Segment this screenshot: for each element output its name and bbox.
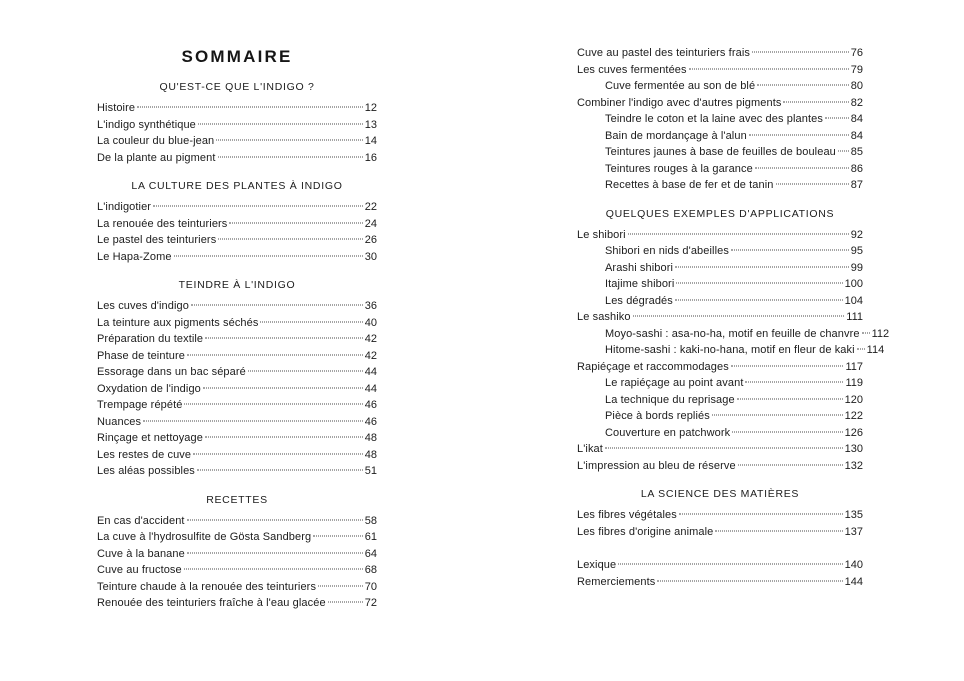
dot-leader: [757, 85, 849, 86]
toc-entry: [97, 414, 377, 431]
toc-entry-label: Les dégradés: [605, 294, 673, 307]
toc-entry-label: Teindre le coton et la laine avec des plantes: [605, 113, 823, 125]
toc-entry-label: Cuve à la banane: [97, 547, 185, 560]
dot-leader: [618, 564, 842, 565]
toc-entry-label: Les aléas possibles: [97, 465, 195, 477]
toc-column-right: [577, 45, 890, 590]
toc-page-number: 85: [850, 146, 863, 158]
toc-entry: [97, 133, 377, 150]
toc-entry-label: Teintures jaunes à base de feuilles de bouleau: [605, 146, 836, 158]
toc-page-number: 64: [364, 547, 377, 560]
toc-entry-label: Hitome-sashi : kaki-no-hana, motif en fleur de kaki: [605, 344, 855, 356]
toc-entry: [97, 546, 377, 563]
toc-entry: [97, 513, 377, 530]
toc-entry: [577, 45, 863, 62]
dot-leader: [715, 530, 842, 531]
toc-entry: [97, 381, 377, 398]
toc-entry: [577, 78, 863, 95]
toc-section-entries: [97, 298, 377, 480]
toc-page-number: 111: [846, 311, 863, 323]
toc-entry-label: Arashi shibori: [605, 261, 674, 274]
toc-entry-label: L'indigo synthétique: [97, 118, 196, 131]
toc-page-number: 126: [844, 426, 863, 439]
toc-section-entries: [577, 557, 863, 590]
dot-leader: [679, 514, 843, 515]
dot-leader: [676, 283, 842, 284]
toc-entry-label: Teinture chaude à la renouée des teinturiers: [97, 580, 317, 593]
toc-entry: [577, 276, 863, 293]
toc-page-number: 68: [364, 564, 377, 576]
toc-entry: [577, 309, 863, 326]
dot-leader: [633, 316, 845, 317]
dot-leader: [857, 349, 865, 350]
toc-page-number: 76: [850, 47, 863, 59]
toc-page-number: 99: [850, 261, 863, 274]
toc-page-number: 14: [364, 135, 377, 147]
toc-page-number: 48: [364, 448, 377, 461]
dot-leader: [675, 299, 843, 300]
toc-entry: [577, 359, 863, 376]
toc-page-number: 61: [364, 531, 377, 543]
toc-section-entries: [97, 513, 377, 612]
toc-page-number: 140: [844, 559, 863, 571]
toc-page-number: 42: [364, 333, 377, 345]
dot-leader: [184, 404, 362, 405]
toc-page-number: 70: [364, 580, 377, 593]
toc-entry-label: Moyo-sashi : asa-no-ha, motif en feuille de chanvre: [605, 327, 860, 340]
toc-entry: [577, 177, 863, 194]
dot-leader: [205, 338, 363, 339]
toc-entry-label: Trempage répété: [97, 399, 183, 411]
toc-entry: [577, 557, 863, 574]
dot-leader: [248, 371, 363, 372]
toc-page-number: 86: [850, 162, 863, 175]
toc-entry-label: Histoire: [97, 102, 136, 114]
dot-leader: [745, 382, 843, 383]
toc-entry-label: Shibori en nids d'abeilles: [605, 245, 729, 257]
dot-leader: [187, 552, 363, 553]
toc-column-left: [97, 45, 377, 612]
dot-leader: [203, 387, 363, 388]
dot-leader: [184, 569, 363, 570]
toc-entry-label: La technique du reprisage: [605, 393, 735, 406]
toc-entry-label: Oxydation de l'indigo: [97, 382, 201, 395]
toc-section-entries: [577, 227, 890, 475]
toc-entry-label: De la plante au pigment: [97, 151, 216, 164]
dot-leader: [191, 305, 363, 306]
section-heading: QUELQUES EXEMPLES D'APPLICATIONS: [605, 207, 835, 220]
toc-entry-label: Le rapiéçage au point avant: [605, 377, 744, 389]
toc-page-number: 26: [364, 234, 377, 246]
toc-entry-label: Remerciements: [577, 575, 656, 588]
dot-leader: [260, 321, 362, 322]
section-heading: RECETTES: [206, 493, 268, 506]
toc-page-number: 82: [850, 96, 863, 109]
toc-entry: [577, 507, 863, 524]
toc-entry: [577, 392, 863, 409]
toc-entry-label: Cuve fermentée au son de blé: [605, 80, 756, 92]
toc-entry-label: La renouée des teinturiers: [97, 217, 228, 230]
dot-leader: [737, 398, 843, 399]
toc-entry: [577, 425, 863, 442]
dot-leader: [862, 332, 870, 333]
dot-leader: [738, 464, 843, 465]
toc-entry: [97, 430, 377, 447]
toc-page-number: 12: [364, 102, 377, 114]
dot-leader: [628, 233, 849, 234]
toc-entry: [97, 232, 377, 249]
toc-page-number: 119: [845, 377, 863, 389]
toc-entry: [577, 260, 863, 277]
toc-page-number: 44: [364, 382, 377, 395]
toc-section-entries: [97, 199, 377, 265]
toc-entry-label: Les cuves fermentées: [577, 63, 687, 76]
dot-leader: [218, 156, 363, 157]
toc-entry: [97, 216, 377, 233]
dot-leader: [197, 470, 363, 471]
toc-page-number: 58: [364, 514, 377, 527]
toc-entry-label: Cuve au fructose: [97, 564, 182, 576]
toc-entry: [97, 447, 377, 464]
toc-entry: [97, 315, 377, 332]
section-heading: QU'EST-CE QUE L'INDIGO ?: [159, 81, 315, 93]
toc-page-number: 144: [844, 575, 863, 588]
toc-entry: [97, 397, 377, 414]
toc-page-number: 16: [364, 151, 377, 164]
toc-entry: [97, 331, 377, 348]
dot-leader: [749, 134, 849, 135]
toc-entry-label: Itajime shibori: [605, 278, 675, 290]
toc-page-number: 79: [850, 63, 863, 76]
toc-entry-label: Renouée des teinturiers fraîche à l'eau glacée: [97, 597, 326, 609]
toc-entry: [97, 199, 377, 216]
toc-entry-label: En cas d'accident: [97, 514, 185, 527]
toc-entry-label: Pièce à bords repliés: [605, 410, 710, 422]
section-heading: LA SCIENCE DES MATIÈRES: [640, 488, 800, 500]
toc-entry: [97, 529, 377, 546]
dot-leader: [153, 206, 363, 207]
toc-entry-label: La couleur du blue-jean: [97, 135, 215, 147]
toc-entry: [97, 249, 377, 266]
toc-entry-label: Nuances: [97, 415, 142, 428]
dot-leader: [187, 354, 363, 355]
toc-entry-label: Les fibres végétales: [577, 509, 677, 521]
toc-page-number: 137: [844, 525, 863, 538]
toc-page-number: 42: [364, 349, 377, 362]
toc-page-number: 120: [844, 393, 863, 406]
toc-page-number: 95: [850, 245, 863, 257]
toc-entry: [577, 95, 863, 112]
dot-leader: [313, 536, 363, 537]
toc-entry: [577, 293, 863, 310]
dot-leader: [143, 420, 363, 421]
toc-page-number: 40: [364, 316, 377, 329]
dot-leader: [205, 437, 363, 438]
toc-page-number: 72: [364, 597, 377, 609]
toc-page-number: 13: [364, 118, 377, 131]
dot-leader: [657, 580, 842, 581]
dot-leader: [193, 453, 363, 454]
toc-page-number: 84: [850, 113, 863, 125]
toc-entry: [97, 100, 377, 117]
toc-page-number: 135: [844, 509, 863, 521]
dot-leader: [229, 222, 362, 223]
dot-leader: [752, 52, 849, 53]
toc-entry: [577, 243, 863, 260]
toc-page-number: 44: [364, 366, 377, 378]
toc-entry: [577, 161, 863, 178]
toc-page-number: 48: [364, 432, 377, 444]
dot-leader: [731, 250, 849, 251]
toc-page-number: 130: [844, 443, 863, 455]
dot-leader: [216, 140, 362, 141]
dot-leader: [218, 239, 362, 240]
toc-entry-label: Lexique: [577, 559, 617, 571]
toc-page-number: 104: [844, 294, 863, 307]
toc-entry: [577, 144, 863, 161]
toc-entry-label: Les fibres d'origine animale: [577, 525, 714, 538]
toc-entry-label: Bain de mordançage à l'alun: [605, 129, 747, 142]
toc-entry: [97, 348, 377, 365]
toc-entry: [97, 562, 377, 579]
dot-leader: [732, 431, 842, 432]
toc-entry: [577, 524, 863, 541]
toc-entry: [577, 342, 885, 359]
toc-entry: [577, 62, 863, 79]
dot-leader: [755, 167, 849, 168]
section-heading: LA CULTURE DES PLANTES À INDIGO: [131, 180, 343, 192]
dot-leader: [689, 68, 849, 69]
dot-leader: [137, 107, 363, 108]
toc-page-number: 46: [364, 415, 377, 428]
toc-page-number: 22: [364, 201, 377, 213]
dot-leader: [328, 602, 363, 603]
toc-entry-label: Le Hapa-Zome: [97, 250, 172, 263]
toc-entry: [577, 408, 863, 425]
toc-page-number: 100: [844, 278, 863, 290]
toc-left-blocks: [97, 81, 377, 612]
dot-leader: [318, 585, 363, 586]
dot-leader: [838, 151, 849, 152]
toc-entry-label: L'indigotier: [97, 201, 152, 213]
toc-entry-label: Rapiéçage et raccommodages: [577, 360, 729, 373]
toc-entry: [577, 458, 863, 475]
section-heading: TEINDRE À L'INDIGO: [178, 279, 296, 291]
toc-entry: [577, 128, 863, 145]
toc-entry-label: Phase de teinture: [97, 349, 185, 362]
toc-entry-label: Couverture en patchwork: [605, 426, 731, 439]
dot-leader: [712, 415, 843, 416]
dot-leader: [198, 123, 363, 124]
dot-leader: [825, 118, 849, 119]
toc-entry: [97, 150, 377, 167]
toc-page-number: 46: [364, 399, 377, 411]
dot-leader: [187, 519, 363, 520]
toc-entry-label: Cuve au pastel des teinturiers frais: [577, 47, 750, 59]
toc-page-number: 24: [364, 217, 377, 230]
toc-entry-label: Le shibori: [577, 228, 626, 241]
toc-section-entries: [97, 100, 377, 166]
toc-entry: [577, 574, 863, 591]
toc-page-number: 132: [844, 459, 863, 472]
toc-entry: [97, 364, 377, 381]
toc-entry-label: Combiner l'indigo avec d'autres pigments: [577, 96, 782, 109]
toc-right-blocks: [577, 45, 890, 590]
toc-entry-label: La teinture aux pigments séchés: [97, 316, 259, 329]
toc-page-number: 51: [364, 465, 377, 477]
toc-entry: [97, 298, 377, 315]
toc-entry: [97, 595, 377, 612]
toc-section-entries: [577, 45, 863, 194]
toc-entry: [97, 579, 377, 596]
toc-entry-label: Le sashiko: [577, 311, 631, 323]
toc-entry-label: Recettes à base de fer et de tanin: [605, 179, 774, 191]
toc-page-number: 122: [844, 410, 863, 422]
toc-entry: [97, 117, 377, 134]
toc-page-number: 87: [850, 179, 863, 191]
dot-leader: [731, 365, 844, 366]
toc-page-number: 112: [871, 327, 890, 340]
toc-entry-label: Teintures rouges à la garance: [605, 162, 753, 175]
dot-leader: [776, 184, 849, 185]
toc-entry-label: L'ikat: [577, 443, 603, 455]
toc-entry-label: Rinçage et nettoyage: [97, 432, 203, 444]
dot-leader: [675, 266, 849, 267]
toc-entry-label: Les cuves d'indigo: [97, 300, 189, 312]
toc-entry: [577, 441, 863, 458]
toc-page-number: 117: [845, 360, 863, 373]
toc-page-number: 84: [850, 129, 863, 142]
page-title: SOMMAIRE: [181, 47, 293, 66]
toc-page-number: 36: [364, 300, 377, 312]
toc-entry-label: Essorage dans un bac séparé: [97, 366, 246, 378]
toc-entry-label: Le pastel des teinturiers: [97, 234, 217, 246]
toc-entry: [577, 326, 890, 343]
toc-page-number: 30: [364, 250, 377, 263]
toc-entry-label: L'impression au bleu de réserve: [577, 459, 736, 472]
toc-entry-label: La cuve à l'hydrosulfite de Gösta Sandberg: [97, 531, 312, 543]
toc-entry-label: Préparation du textile: [97, 333, 204, 345]
toc-entry: [577, 227, 863, 244]
toc-entry: [577, 375, 863, 392]
dot-leader: [174, 255, 363, 256]
toc-page-number: 114: [866, 344, 885, 356]
dot-leader: [605, 448, 843, 449]
toc-entry: [97, 463, 377, 480]
dot-leader: [783, 101, 848, 102]
toc-section-entries: [577, 507, 863, 540]
toc-entry: [577, 111, 863, 128]
toc-page-number: 92: [850, 228, 863, 241]
toc-entry-label: Les restes de cuve: [97, 448, 192, 461]
toc-page-number: 80: [850, 80, 863, 92]
